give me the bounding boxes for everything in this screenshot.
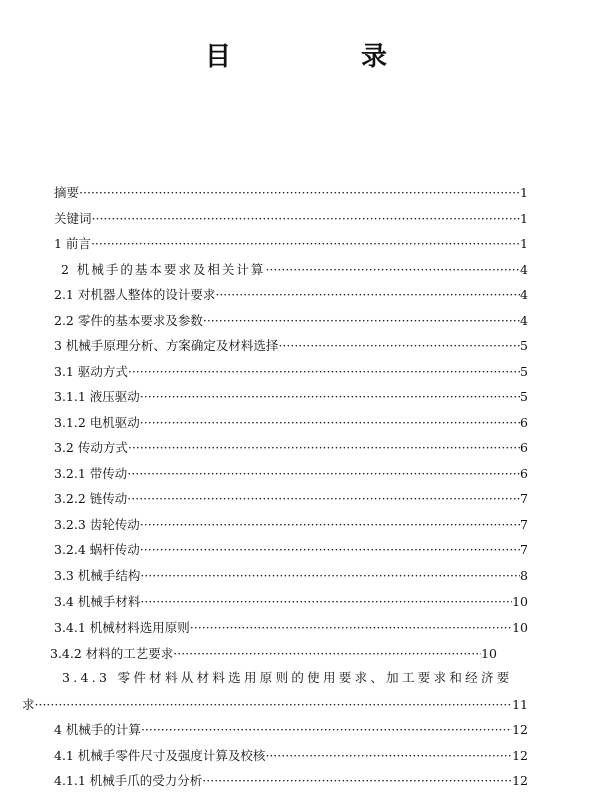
dot-leader: [265, 262, 520, 278]
toc-entry-page: 10: [512, 620, 528, 635]
dot-leader: [91, 236, 520, 252]
dot-leader: [92, 211, 521, 227]
toc-entry-page: 7: [520, 491, 528, 506]
toc-entry-label: 4.1 机械手零件尺寸及强度计算及校核: [54, 748, 266, 763]
dot-leader: [127, 466, 520, 482]
toc-entry-page: 8: [520, 568, 528, 583]
toc-entry[interactable]: [54, 542, 528, 558]
dot-leader: [140, 594, 512, 610]
toc-entry-label: 4 机械手的计算: [54, 722, 141, 737]
toc-entry-page: 5: [520, 389, 528, 404]
page-title: 目 录: [205, 42, 440, 72]
toc-entry-page: 5: [520, 338, 528, 353]
toc-entry[interactable]: [54, 415, 528, 431]
toc-entry-label: 3 机械手原理分析、方案确定及材料选择: [54, 338, 279, 353]
toc-entry-label: 2.2 零件的基本要求及参数: [54, 313, 203, 328]
toc-entry-page: 1: [520, 185, 528, 200]
toc-entry-page: 11: [512, 697, 528, 712]
toc-entry-label: 2.1 对机器人整体的设计要求: [54, 287, 216, 302]
dot-leader: [35, 697, 513, 713]
dot-leader: [278, 338, 520, 354]
toc-entry-label: 4.1.1 机械手爪的受力分析: [54, 773, 203, 788]
toc-entry-page: 1: [520, 236, 528, 251]
toc-entry[interactable]: [54, 722, 528, 738]
toc-entry-page: 7: [520, 517, 528, 532]
toc-entry[interactable]: [50, 646, 497, 662]
toc-entry[interactable]: [54, 773, 528, 789]
toc-entry[interactable]: [54, 466, 528, 482]
toc-entry[interactable]: [54, 313, 528, 329]
dot-leader: [127, 491, 520, 507]
dot-leader: [265, 748, 512, 764]
dot-leader: [141, 722, 512, 738]
toc-entry[interactable]: [54, 620, 528, 636]
dot-leader: [215, 287, 520, 303]
toc-entry-page: 4: [520, 287, 528, 302]
toc-entry[interactable]: [54, 517, 528, 533]
dot-leader: [203, 313, 520, 329]
toc-entry-page: 7: [520, 542, 528, 557]
toc-entry-label: 3.1.2 电机驱动: [54, 415, 140, 430]
toc-entry-label: 3.2.1 带传动: [54, 466, 128, 481]
toc-entry-page: 12: [512, 773, 528, 788]
toc-entry-label: 3.2.2 链传动: [54, 491, 128, 506]
toc-entry-page: 5: [520, 364, 528, 379]
toc-entry[interactable]: [54, 338, 528, 354]
toc-entry[interactable]: [22, 697, 528, 713]
dot-leader: [128, 440, 520, 456]
toc-entry-label: 3.1.1 液压驱动: [54, 389, 140, 404]
toc-entry-page: 1: [520, 211, 528, 226]
toc-entry-label: 3.2.4 蜗杆传动: [54, 542, 140, 557]
dot-leader: [140, 389, 520, 405]
toc-entry-label: 3.4.1 机械材料选用原则: [54, 620, 190, 635]
toc-entry[interactable]: [54, 185, 528, 201]
toc-entry-page: 4: [520, 313, 528, 328]
dot-leader: [128, 364, 520, 380]
toc-entry-label: 求: [22, 697, 35, 712]
toc-entry-page: 10: [481, 646, 497, 661]
toc-entry-label: 3.2 传动方式: [54, 440, 128, 455]
toc-entry-label: 3.4 机械手材料: [54, 594, 141, 609]
toc-entry-label: 1 前言: [54, 236, 91, 251]
dot-leader: [140, 517, 520, 533]
toc-entry[interactable]: [54, 594, 528, 610]
toc-entry-page: 6: [520, 440, 528, 455]
toc-entry-label: 摘要: [54, 185, 80, 200]
toc-entry-label: 3.3 机械手结构: [54, 568, 141, 583]
toc-entry-label-line1: 3.4.3 零件材料从材料选用原则的使用要求、加工要求和经济要: [62, 670, 513, 685]
toc-entry-label: 3.1 驱动方式: [54, 364, 128, 379]
toc-entry[interactable]: [54, 364, 528, 380]
toc-entry-page: 6: [520, 415, 528, 430]
dot-leader: [79, 185, 520, 201]
toc-entry[interactable]: [54, 287, 528, 303]
toc-entry[interactable]: [54, 748, 528, 764]
toc-entry-page: 12: [512, 722, 528, 737]
toc-entry-page: 10: [512, 594, 528, 609]
toc-entry-label: 3.4.2 材料的工艺要求: [50, 646, 174, 661]
toc-entry-page: 4: [520, 262, 528, 277]
dot-leader: [140, 542, 520, 558]
dot-leader: [173, 646, 481, 662]
dot-leader: [202, 773, 512, 789]
dot-leader: [140, 568, 520, 584]
toc-entry-page: 12: [512, 748, 528, 763]
toc-entry[interactable]: [54, 389, 528, 405]
toc-entry[interactable]: [54, 491, 528, 507]
toc-entry[interactable]: [61, 262, 528, 278]
toc-entry[interactable]: [54, 440, 528, 456]
toc-entry[interactable]: [54, 568, 528, 584]
toc-entry-label: 2 机械手的基本要求及相关计算: [61, 262, 266, 277]
dot-leader: [140, 415, 520, 431]
toc-entry[interactable]: [54, 211, 528, 227]
toc-entry-label: 关键词: [54, 211, 92, 226]
toc-entry[interactable]: [54, 236, 528, 252]
dot-leader: [190, 620, 512, 636]
toc-entry-label: 3.2.3 齿轮传动: [54, 517, 140, 532]
toc-entry-page: 6: [520, 466, 528, 481]
